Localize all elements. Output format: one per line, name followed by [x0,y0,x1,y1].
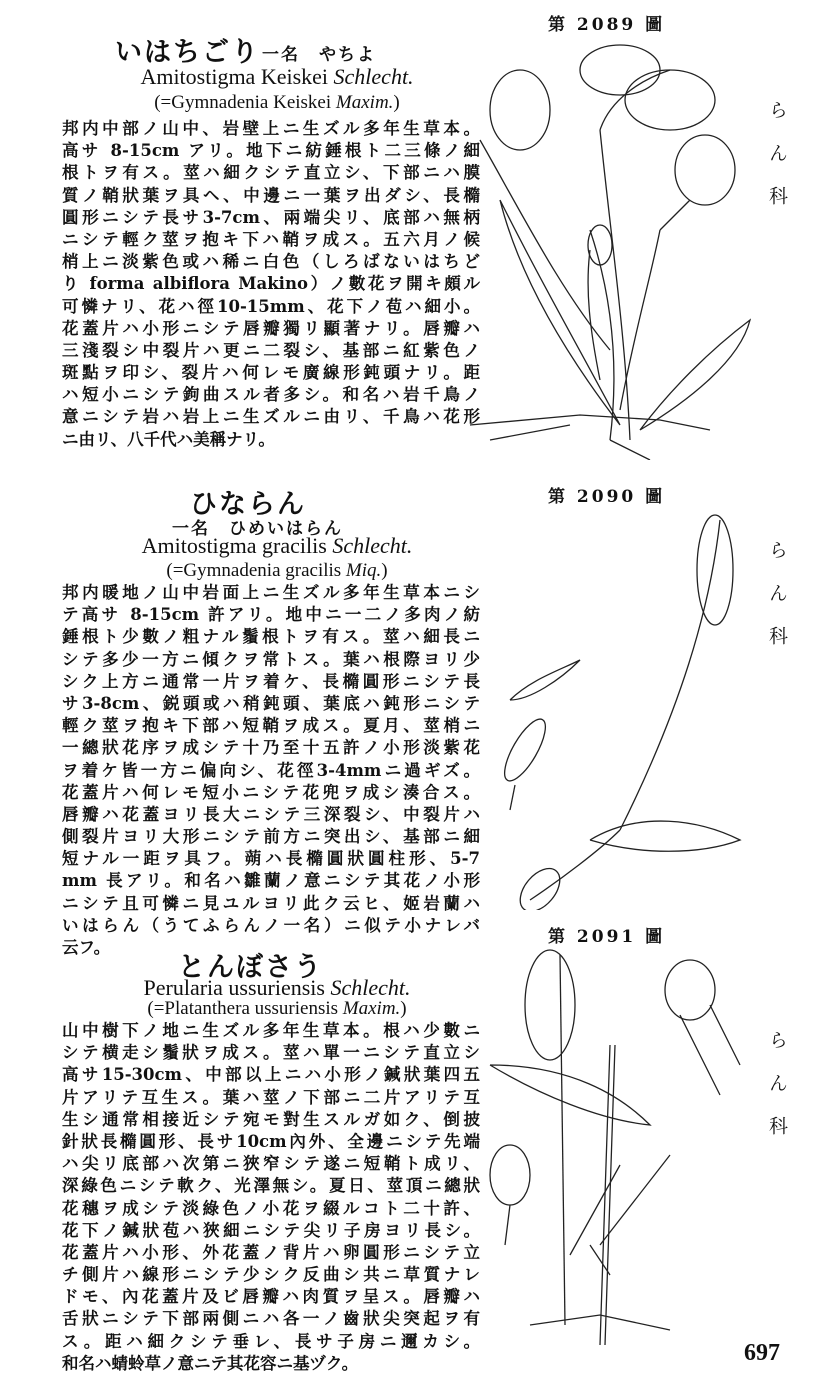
latin-author: Schlecht. [332,533,413,558]
text-line: mm 長アリ。和名ハ雛蘭ノ意ニシテ其花ノ小形 [62,871,480,891]
entry-1-title: いはちごり [115,37,260,68]
entry-2-alias: 一名 ひめいはらん [172,519,343,539]
figure-label-2091: 第 2091 圖 [548,927,666,947]
figure-label-2089: 第 2089 圖 [548,15,666,35]
synonym-author: Maxim. [335,92,394,113]
text-line: 圓形ニシテ長サ3-7cm、兩端尖リ、底部ハ無柄 [62,207,480,227]
entry-1-synonym [62,92,492,114]
latin-genus-species: Perularia ussuriensis [143,975,325,1000]
text-line: シテ横走シ鬚狀ヲ成ス。莖ハ單一ニシテ直立シ [62,1043,480,1063]
synonym-close: ) [393,92,400,113]
synonym-close: ) [400,998,407,1019]
entry-3-description [62,1020,480,1375]
text-line: 花蓋片ハ小形ニシテ唇瓣獨リ顯著ナリ。唇瓣ハ [62,318,480,338]
illustration-iwachidori [460,30,760,460]
text-line: 梢上ニ淡紫色或ハ稀ニ白色（しろばないはちど [62,252,480,272]
synonym-name: (=Platanthera ussuriensis [147,998,343,1019]
entry-2-synonym [62,560,492,582]
text-line: 片アリテ互生ス。葉ハ莖ノ下部ニ二片アリテ互 [62,1087,480,1107]
text-line: 輕ク莖ヲ抱キ下部ハ短鞘ヲ成ス。夏月、莖梢ニ [62,716,480,736]
text-line: 山中樹下ノ地ニ生ズル多年生草本。根ハ少數ニ [62,1021,480,1040]
text-line: 花下ノ鍼狀苞ハ狹細ニシテ尖リ子房ヨリ長シ。 [62,1220,480,1240]
text-line: 和名ハ蜻蛉草ノ意ニテ其花容ニ基ヅク。 [62,1353,359,1373]
text-line: いはらん（うてふらんノ一名）ニ似テ小ナレバ [62,915,480,935]
text-line: チ側片ハ線形ニシテ少シク反曲シ共ニ草質ナレ [62,1265,480,1285]
text-line: 一總狀花序ヲ成シテ十乃至十五許ノ小形淡紫花 [62,738,480,758]
text-line: 可憐ナリ、花ハ徑10-15mm、花下ノ苞ハ細小。 [62,296,480,316]
entry-3-title: とんぼさう [178,952,323,983]
text-line: 三淺裂シ中裂片ハ更ニ二裂シ、基部ニ紅紫色ノ [62,340,480,360]
text-line: 意ニシテ岩ハ岩上ニ生ズルニ由リ、千鳥ハ花形 [62,407,480,427]
latin-genus-species: Amitostigma gracilis [141,533,327,558]
family-label-1: らん科 [766,100,788,229]
text-line: ス。距ハ細クシテ垂レ、長サ子房ニ邇カシ。 [62,1331,480,1351]
synonym-author: Maxim. [342,998,401,1019]
text-line: テ高サ 8-15cm 許アリ。地中ニ一二ノ多肉ノ紡 [62,605,480,625]
text-line: 針狀長橢圓形、長サ10cm內外、全邊ニシテ先端 [62,1131,480,1151]
family-label-3: らん科 [766,1030,788,1159]
latin-genus-species: Amitostigma Keiskei [140,64,329,89]
text-line: 深綠色ニシテ軟ク、光澤無シ。夏日、莖頂ニ總狀 [62,1176,480,1196]
entry-2-latin-name [62,533,492,559]
text-line: 花蓋片ハ何レモ短小ニシテ花兜ヲ成シ湊合ス。 [62,782,480,802]
text-line: 花蓋片ハ小形、外花蓋ノ背片ハ卵圓形ニシテ立 [62,1242,480,1262]
text-line: 邦内中部ノ山中、岩壁上ニ生ズル多年生草本。 [62,119,480,138]
illustration-tonbosou [470,945,770,1345]
illustration-hinaran [480,510,760,910]
text-line: 質ノ鞘狀葉ヲ具ヘ、中邊ニ一葉ヲ出ダシ、長橢 [62,185,480,205]
text-line: 花穗ヲ成シテ淡綠色ノ小花ヲ綴ルコト二十許、 [62,1198,480,1218]
text-line: り forma albiflora Makino）ノ數花ヲ開キ頗ル [62,274,480,294]
entry-1-latin-name [62,64,492,90]
figure-label-2090: 第 2090 圖 [548,487,666,507]
text-line: 高サ 8-15cm アリ。地下ニ紡錘根ト二三條ノ細 [62,141,480,161]
entry-1-alias: 一名 やちよ [262,45,376,65]
text-line: 生シ通常相接近シテ宛モ對生スルガ如ク、倒披 [62,1109,480,1129]
synonym-name: (=Gymnadenia gracilis [166,560,346,581]
text-line: 根トヲ有ス。莖ハ細クシテ直立シ、下部ニハ膜 [62,163,480,183]
page-number: 697 [744,1340,780,1366]
entry-1-description [62,118,480,451]
text-line: ハ短小ニシテ鉤曲スル者多シ。和名ハ岩千鳥ノ [62,385,480,405]
text-line: 舌狀ニシテ下部兩側ニハ各一ノ齒狀尖突起ヲ有 [62,1309,480,1329]
synonym-author: Miq. [345,560,382,581]
text-line: 短ナル一距ヲ具フ。蒴ハ長橢圓狀圓柱形、5-7 [62,849,480,869]
text-line: ニシテ且可憐ニ見ユルヨリ此ク云ヒ、姬岩蘭ハ [62,893,480,913]
family-label-2: らん科 [766,540,788,669]
text-line: サ3-8cm、鋭頭或ハ稍鈍頭、葉底ハ鈍形ニシテ [62,693,480,713]
synonym-name: (=Gymnadenia Keiskei [154,92,336,113]
text-line: ニシテ輕ク莖ヲ抱キ下ハ鞘ヲ成ス。五六月ノ候 [62,229,480,249]
text-line: シテ多少一方ニ傾クヲ常トス。葉ハ根際ヨリ少 [62,649,480,669]
text-line: 高サ15-30cm、中部以上ニハ小形ノ鍼狀葉四五 [62,1065,480,1085]
text-line: 側裂片ヨリ大形ニシテ前方ニ突出シ、基部ニ細 [62,827,480,847]
latin-author: Schlecht. [333,64,414,89]
text-line: 邦内暖地ノ山中岩面上ニ生ズル多年生草本ニシ [62,583,480,602]
entry-2-description [62,582,480,959]
latin-author: Schlecht. [330,975,411,1000]
entry-3-synonym [62,998,492,1020]
text-line: ハ尖リ底部ハ次第ニ狹窄シテ遂ニ短鞘ト成リ、 [62,1154,480,1174]
entry-2-title: ひならん [190,489,306,520]
text-line: ドモ、內花蓋片及ビ唇瓣ハ肉質ヲ呈ス。唇瓣ハ [62,1287,480,1307]
text-line: 云フ。 [62,938,111,957]
text-line: 錘根ト少數ノ粗ナル鬚根トヲ有ス。莖ハ細長ニ [62,627,480,647]
text-line: 唇瓣ハ花蓋ヨリ長大ニシテ三深裂シ、中裂片ハ [62,804,480,824]
text-line: ニ由リ、八千代ハ美稱ナリ。 [62,429,275,449]
text-line: シク上方ニ通常一片ヲ着ケ、長橢圓形ニシテ長 [62,671,480,691]
text-line: 斑點ヲ印シ、裂片ハ何レモ廣線形鈍頭ナリ。距 [62,363,480,383]
synonym-close: ) [381,560,388,581]
text-line: ヲ着ケ皆一方ニ偏向シ、花徑3-4mmニ過ギズ。 [62,760,480,780]
